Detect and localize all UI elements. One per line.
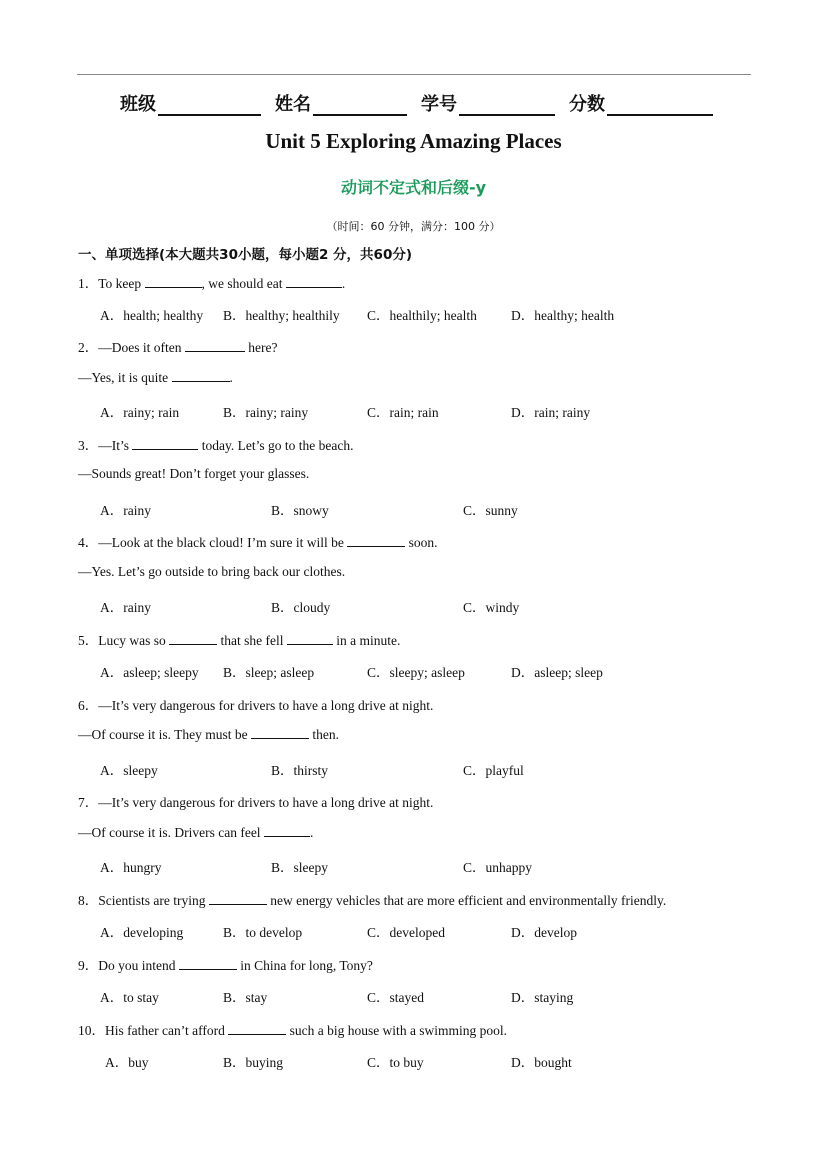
name-blank[interactable] (313, 96, 407, 116)
question-prompt: 3．—It’s today. Let’s go to the beach. (78, 438, 354, 453)
option-b[interactable]: B．thirsty (271, 763, 329, 778)
option-c[interactable]: C．rain; rain (367, 405, 439, 420)
student-number-field[interactable] (421, 90, 555, 116)
option-a[interactable]: A．developing (100, 925, 184, 940)
class-blank[interactable] (158, 96, 261, 116)
question-prompt: 6．—It’s very dangerous for drivers to have a long drive at night. (78, 698, 434, 713)
answer-blank[interactable] (185, 339, 245, 352)
option-a[interactable]: A．asleep; sleepy (100, 665, 199, 680)
student-info-line (120, 90, 727, 116)
option-b[interactable]: B．cloudy (271, 600, 331, 615)
option-d[interactable]: D．rain; rainy (511, 405, 591, 420)
answer-blank[interactable] (228, 1022, 286, 1035)
option-b[interactable]: B．snowy (271, 503, 329, 518)
option-c[interactable]: C．healthily; health (367, 308, 477, 323)
option-b[interactable]: B．healthy; healthily (223, 308, 340, 323)
page-subtitle: 动词不定式和后缀-y (340, 178, 487, 197)
option-d[interactable]: D．asleep; sleep (511, 665, 603, 680)
answer-blank[interactable] (287, 632, 333, 645)
answer-blank[interactable] (169, 632, 217, 645)
option-d[interactable]: D．staying (511, 990, 574, 1005)
option-c[interactable]: C．developed (367, 925, 445, 940)
name-field[interactable] (275, 90, 407, 116)
score-label: 分数 (569, 94, 605, 115)
answer-blank[interactable] (145, 275, 202, 288)
option-c[interactable]: C．stayed (367, 990, 424, 1005)
question-prompt: 7．—It’s very dangerous for drivers to have a long drive at night. (78, 795, 434, 810)
question-reply: —Yes, it is quite . (78, 370, 233, 385)
student-number-label: 学号 (421, 94, 457, 115)
answer-blank[interactable] (172, 369, 230, 382)
option-a[interactable]: A．buy (105, 1055, 149, 1070)
option-b[interactable]: B．rainy; rainy (223, 405, 309, 420)
answer-blank[interactable] (209, 892, 267, 905)
answer-blank[interactable] (347, 534, 405, 547)
header-rule (77, 74, 751, 75)
question-prompt: 10．His father can’t afford such a big house with a swimming pool. (78, 1023, 508, 1038)
answer-blank[interactable] (251, 726, 309, 739)
option-c[interactable]: C．sleepy; asleep (367, 665, 465, 680)
option-a[interactable]: A．to stay (100, 990, 159, 1005)
option-a[interactable]: A．rainy (100, 503, 151, 518)
question-reply: —Yes. Let’s go outside to bring back our clothes. (78, 564, 346, 579)
answer-blank[interactable] (179, 957, 237, 970)
time-note: （时间：60 分钟，满分：100 分） (326, 220, 501, 233)
option-b[interactable]: B．sleepy (271, 860, 328, 875)
question-prompt: 9．Do you intend in China for long, Tony? (78, 958, 373, 973)
option-d[interactable]: D．bought (511, 1055, 572, 1070)
option-c[interactable]: C．sunny (463, 503, 518, 518)
question-reply: —Of course it is. Drivers can feel . (78, 825, 314, 840)
option-c[interactable]: C．playful (463, 763, 524, 778)
page-title: Unit 5 Exploring Amazing Places (265, 129, 562, 153)
question-reply: —Sounds great! Don’t forget your glasses. (78, 466, 310, 481)
option-a[interactable]: A．sleepy (100, 763, 158, 778)
option-a[interactable]: A．rainy; rain (100, 405, 180, 420)
option-b[interactable]: B．sleep; asleep (223, 665, 315, 680)
option-b[interactable]: B．stay (223, 990, 268, 1005)
question-reply: —Of course it is. They must be then. (78, 727, 339, 742)
question-prompt: 1．To keep , we should eat . (78, 276, 346, 291)
option-c[interactable]: C．windy (463, 600, 520, 615)
student-number-blank[interactable] (459, 96, 555, 116)
score-field[interactable] (569, 90, 713, 116)
score-blank[interactable] (607, 96, 713, 116)
section-heading: 一、单项选择(本大题共30小题，每小题2 分，共60分) (78, 247, 413, 263)
option-a[interactable]: A．hungry (100, 860, 162, 875)
option-a[interactable]: A．rainy (100, 600, 151, 615)
option-d[interactable]: D．healthy; health (511, 308, 615, 323)
class-field[interactable] (120, 90, 261, 116)
answer-blank[interactable] (264, 824, 310, 837)
answer-blank[interactable] (132, 437, 198, 450)
question-prompt: 2．—Does it often here? (78, 340, 278, 355)
option-d[interactable]: D．develop (511, 925, 577, 940)
option-b[interactable]: B．buying (223, 1055, 284, 1070)
name-label: 姓名 (275, 94, 311, 115)
question-prompt: 8．Scientists are trying new energy vehicles that are more efficient and environmentally friendly. (78, 893, 667, 908)
option-c[interactable]: C．to buy (367, 1055, 424, 1070)
option-b[interactable]: B．to develop (223, 925, 303, 940)
answer-blank[interactable] (286, 275, 342, 288)
option-a[interactable]: A．health; healthy (100, 308, 204, 323)
class-label: 班级 (120, 94, 156, 115)
option-c[interactable]: C．unhappy (463, 860, 532, 875)
question-prompt: 5．Lucy was so that she fell in a minute. (78, 633, 401, 648)
question-prompt: 4．—Look at the black cloud! I’m sure it will be soon. (78, 535, 438, 550)
